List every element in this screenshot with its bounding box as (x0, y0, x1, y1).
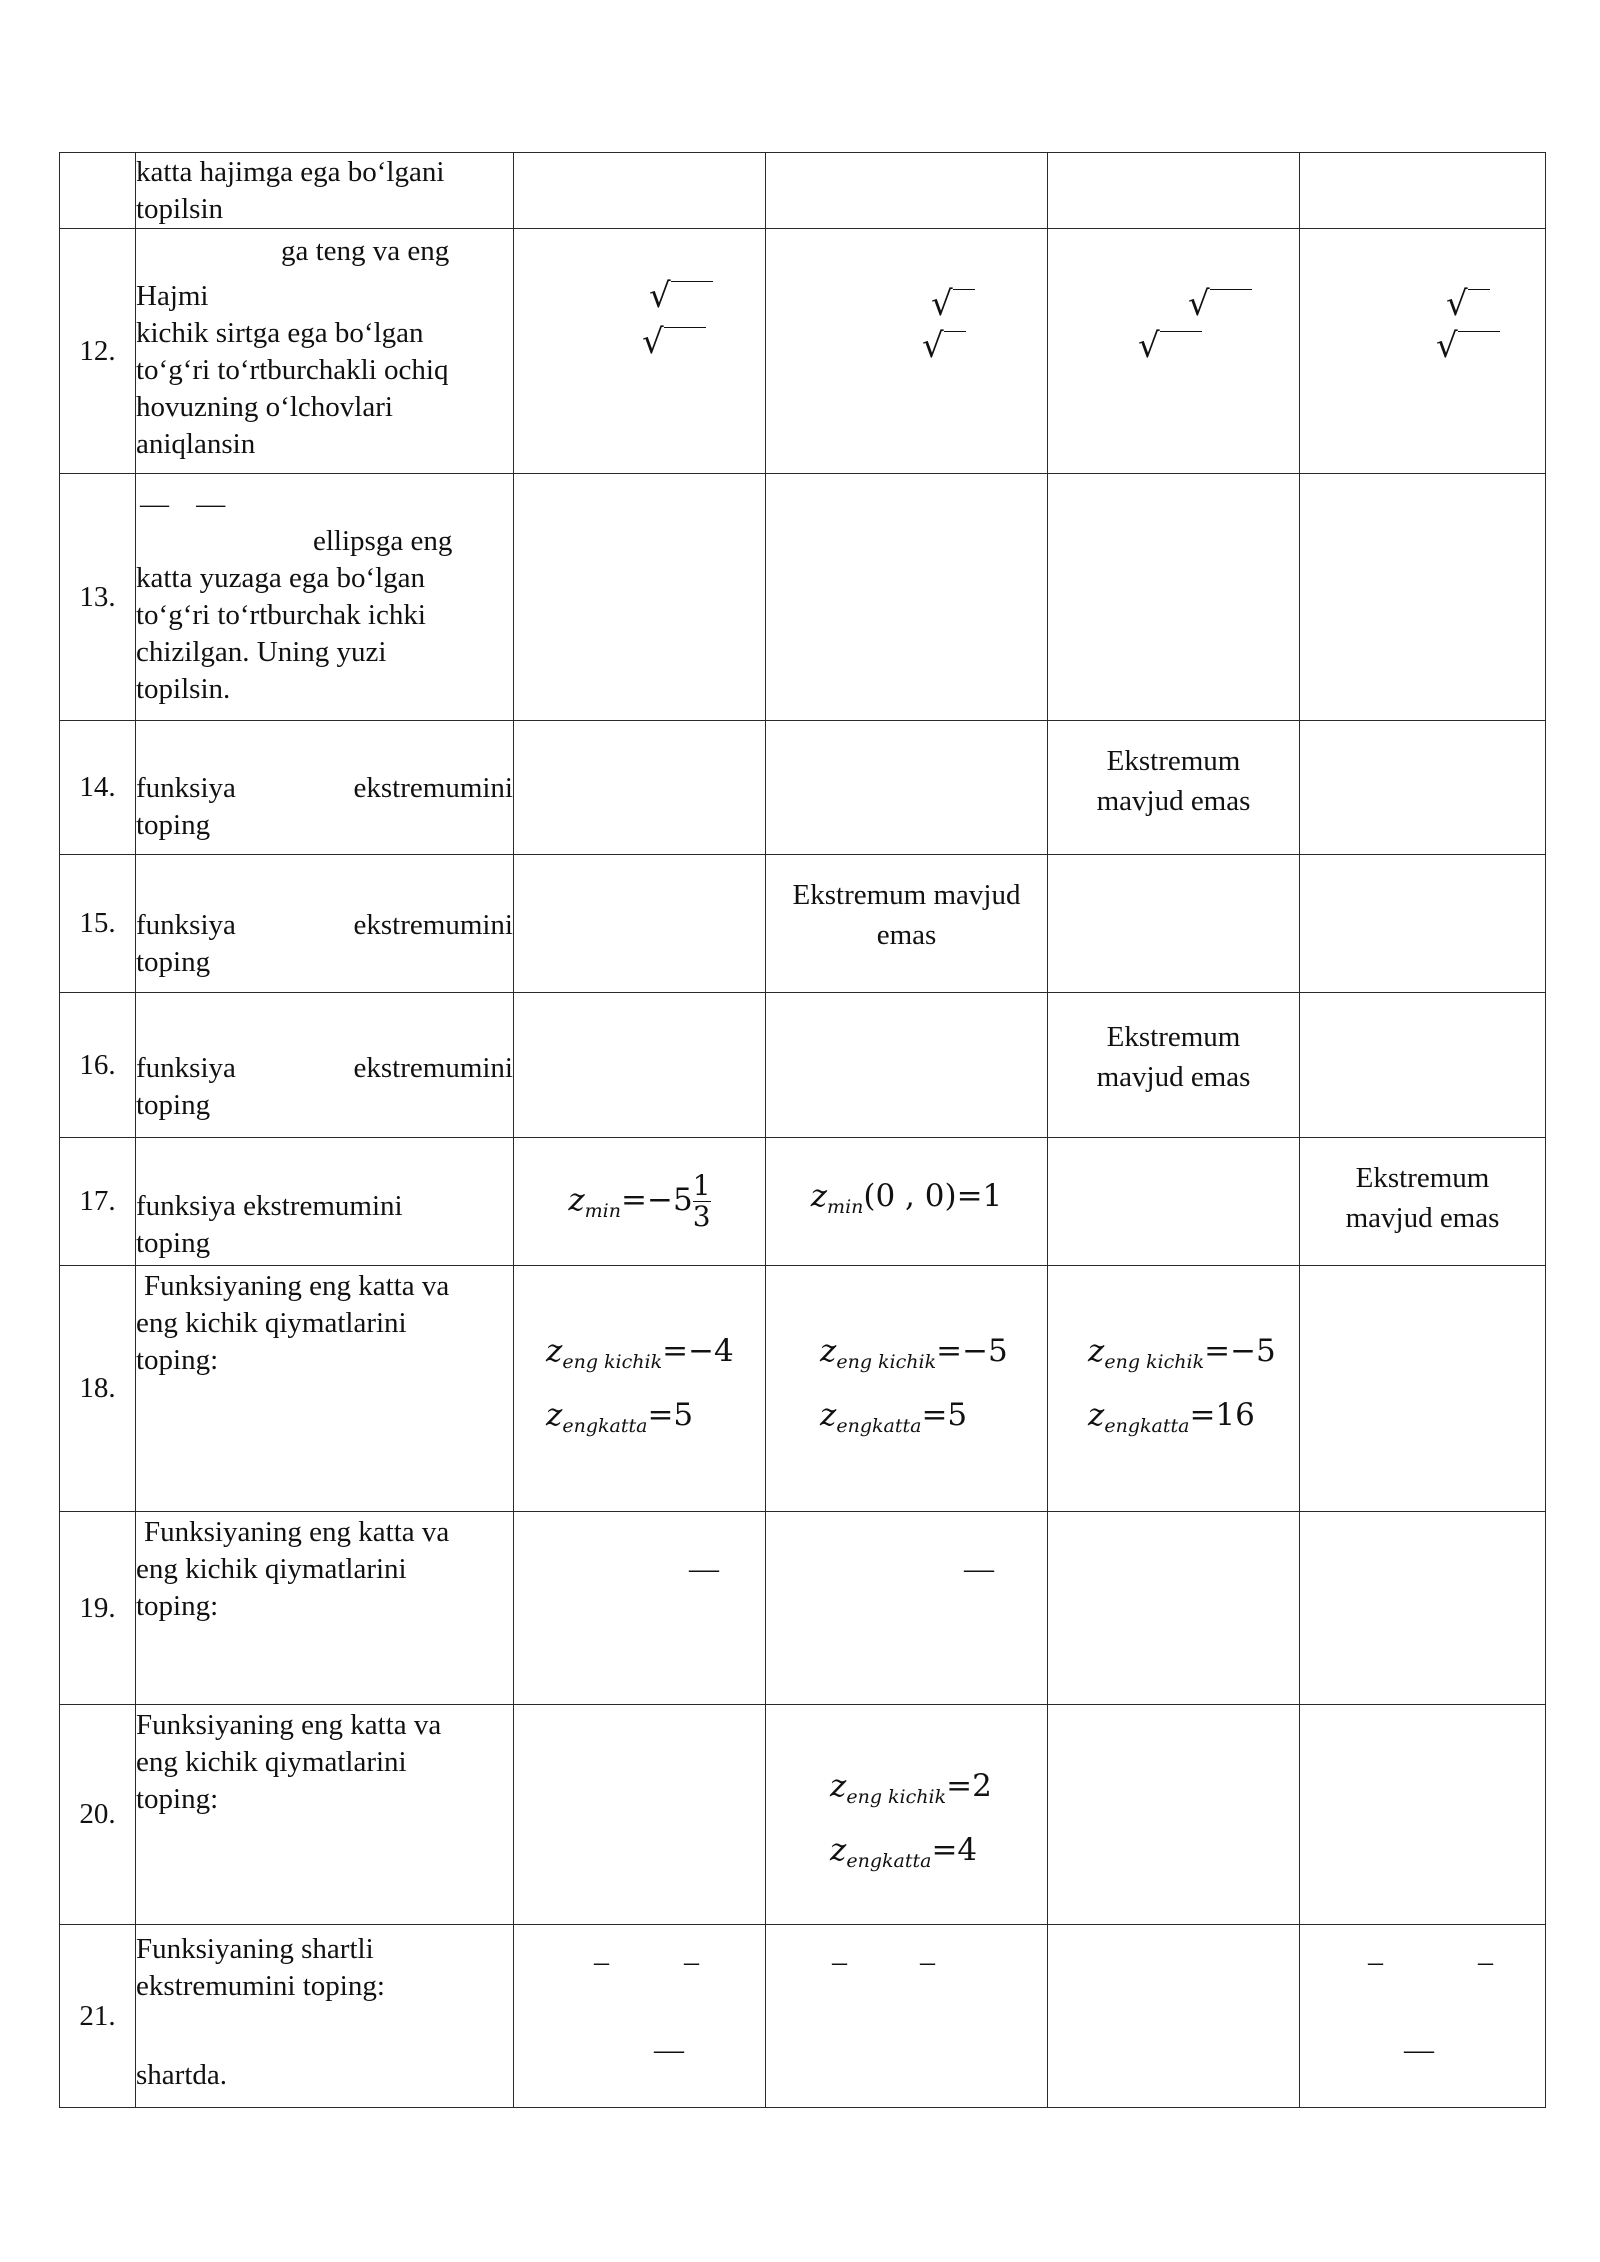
table-row (60, 1138, 1546, 1266)
math-expression: $z_{eng kichik}=2$ $z_{engkatta}=4$ (830, 1768, 992, 1872)
table-row (60, 1705, 1546, 1925)
answer-cell-b[interactable] (766, 153, 1048, 229)
answer-cell-a[interactable] (514, 474, 766, 721)
table-row (60, 855, 1546, 993)
answer-cell-a[interactable] (514, 1138, 766, 1266)
question-cell (136, 1705, 514, 1925)
question-line: shartda. (136, 2059, 227, 2091)
question-line: kichik sirtga ega bo‘lgan (136, 317, 424, 349)
answer-cell-b[interactable] (766, 1705, 1048, 1925)
question-word: ekstremumini (353, 1052, 513, 1084)
row-number: 14. (60, 721, 136, 855)
sqrt-icon: √ (1188, 287, 1252, 321)
answer-cell-a[interactable] (514, 1925, 766, 2108)
fraction-bar: – (1478, 1945, 1493, 1978)
question-line: to‘g‘ri to‘rtburchak ichki (136, 599, 426, 631)
question-cell (136, 1925, 514, 2108)
answer-cell-a[interactable] (514, 993, 766, 1138)
question-line: aniqlansin (136, 428, 256, 460)
fraction-bar: — (1404, 2033, 1434, 2066)
question-line: eng kichik qiymatlarini (136, 1746, 407, 1778)
question-cell (136, 229, 514, 474)
question-line: ekstremumini toping: (136, 1970, 385, 2002)
math-expression: $z_{min}(0$ , 0)=1 (810, 1177, 1003, 1219)
sqrt-icon: √ (1436, 329, 1500, 363)
fraction-bar: – (832, 1945, 847, 1978)
sqrt-icon: √ (642, 325, 706, 359)
row-number (60, 153, 136, 229)
answer-cell-a[interactable] (514, 153, 766, 229)
answer-cell-a[interactable] (514, 1512, 766, 1705)
question-line: eng kichik qiymatlarini (136, 1553, 407, 1585)
math-expression: $z_{eng kichik}=-5$ $z_{engkatta}=16$ (1088, 1333, 1276, 1437)
answer-cell-a[interactable] (514, 1266, 766, 1512)
answer-cell-d[interactable] (1300, 721, 1546, 855)
answer-cell-b[interactable] (766, 1512, 1048, 1705)
row-number: 13. (60, 474, 136, 721)
answer-cell-d[interactable] (1300, 1512, 1546, 1705)
answer-cell-b[interactable] (766, 721, 1048, 855)
question-line: toping: (136, 1344, 219, 1376)
answer-cell-c[interactable] (1048, 1266, 1300, 1512)
question-line: Hajmi (136, 280, 209, 312)
fraction-bar: – (594, 1945, 609, 1978)
table-row (60, 1925, 1546, 2108)
table-row (60, 153, 1546, 229)
fraction-bar: – (684, 1945, 699, 1978)
row-number: 19. (60, 1512, 136, 1705)
answer-cell-b[interactable] (766, 855, 1048, 993)
answer-cell-c[interactable] (1048, 721, 1300, 855)
answer-cell-c[interactable] (1048, 1705, 1300, 1925)
answer-text: emas (876, 919, 937, 951)
question-word: ekstremumini (353, 908, 513, 941)
question-line: toping: (136, 1590, 219, 1622)
answer-cell-d[interactable] (1300, 1705, 1546, 1925)
fraction-bar: – (1368, 1945, 1383, 1978)
answer-cell-b[interactable] (766, 1138, 1048, 1266)
answer-cell-d[interactable] (1300, 153, 1546, 229)
answer-cell-c[interactable] (1048, 993, 1300, 1138)
answer-cell-b[interactable] (766, 1925, 1048, 2108)
answer-cell-b[interactable] (766, 229, 1048, 474)
question-word: funksiya (136, 908, 236, 941)
answer-text: Ekstremum (1106, 1021, 1241, 1053)
table-row (60, 721, 1546, 855)
row-number: 18. (60, 1266, 136, 1512)
answer-cell-c[interactable] (1048, 1512, 1300, 1705)
sqrt-icon: √ (922, 329, 966, 363)
question-line: ga teng va eng (281, 235, 450, 267)
question-line: ellipsga eng (313, 525, 453, 557)
question-cell (136, 474, 514, 721)
row-number: 17. (60, 1138, 136, 1266)
answer-text: Ekstremum mavjud (792, 879, 1021, 911)
question-line: Funksiyaning eng katta va (144, 1270, 450, 1302)
question-line: Funksiyaning shartli (136, 1933, 374, 1965)
sqrt-icon: √ (1446, 287, 1490, 321)
question-cell (136, 153, 514, 229)
math-expression: $z_{eng kichik}=-4$ $z_{engkatta}=5$ (546, 1333, 734, 1437)
question-line: Funksiyaning eng katta va (136, 1709, 442, 1741)
question-cell (136, 721, 514, 855)
question-line: katta yuzaga ega bo‘lgan (136, 562, 426, 594)
question-line: toping (136, 1089, 211, 1121)
fraction-bar: – (920, 1945, 935, 1978)
answer-cell-a[interactable] (514, 1705, 766, 1925)
question-cell (136, 1512, 514, 1705)
question-line: hovuzning o‘lchovlari (136, 391, 393, 423)
question-word: ekstremumini (353, 771, 513, 804)
answer-cell-d[interactable] (1300, 1925, 1546, 2108)
answer-cell-b[interactable] (766, 1266, 1048, 1512)
answer-cell-d[interactable] (1300, 1138, 1546, 1266)
answer-cell-c[interactable] (1048, 1925, 1300, 2108)
answer-cell-c[interactable] (1048, 474, 1300, 721)
row-number: 16. (60, 993, 136, 1138)
answer-text: Ekstremum (1106, 745, 1241, 777)
fraction-bar: — (689, 1552, 719, 1585)
question-line: toping (136, 1226, 211, 1259)
answer-cell-a[interactable] (514, 721, 766, 855)
answer-cell-d[interactable] (1300, 855, 1546, 993)
answer-text: mavjud emas (1345, 1202, 1500, 1234)
answer-cell-d[interactable] (1300, 229, 1546, 474)
question-line: toping (136, 808, 211, 841)
question-cell (136, 1138, 514, 1266)
fraction: $\frac{1}{3}$ (692, 1169, 711, 1233)
question-line: funksiya ekstremumini (136, 1189, 403, 1222)
fraction-bar: — (964, 1552, 994, 1585)
row-number: 21. (60, 1925, 136, 2108)
answer-cell-c[interactable] (1048, 855, 1300, 993)
answer-cell-a[interactable] (514, 855, 766, 993)
sqrt-icon: √ (1138, 329, 1202, 363)
row-number: 15. (60, 855, 136, 993)
question-word: funksiya (136, 1052, 236, 1084)
question-cell (136, 855, 514, 993)
question-line: topilsin. (136, 673, 231, 705)
answer-text: Ekstremum (1355, 1162, 1490, 1194)
table-row (60, 1512, 1546, 1705)
question-cell (136, 993, 514, 1138)
question-word: funksiya (136, 771, 236, 804)
table-row (60, 474, 1546, 721)
math-expression: $z_{min}=-5$ $\frac{1}{3}$ (568, 1169, 711, 1233)
table-row (60, 229, 1546, 474)
answer-cell-b[interactable] (766, 474, 1048, 721)
answer-cell-c[interactable] (1048, 1138, 1300, 1266)
row-number: 12. (60, 229, 136, 474)
question-line: chizilgan. Uning yuzi (136, 636, 387, 668)
sqrt-icon: √ (931, 287, 975, 321)
answer-cell-b[interactable] (766, 993, 1048, 1138)
question-line: katta hajimga ega bo‘lgani (136, 155, 445, 188)
answer-cell-c[interactable] (1048, 229, 1300, 474)
answer-cell-d[interactable] (1300, 474, 1546, 721)
answer-text: mavjud emas (1096, 785, 1251, 817)
answer-cell-a[interactable] (514, 229, 766, 474)
fraction-bar: — (654, 2033, 684, 2066)
question-cell (136, 1266, 514, 1512)
fraction-dashes: — — (140, 488, 236, 520)
math-expression: $z_{eng kichik}=-5$ $z_{engkatta}=5$ (820, 1333, 1008, 1437)
answer-cell-d[interactable] (1300, 1266, 1546, 1512)
question-line: toping: (136, 1783, 219, 1815)
question-line: topilsin (136, 192, 224, 225)
answer-cell-c[interactable] (1048, 153, 1300, 229)
sqrt-icon: √ (649, 279, 713, 313)
question-line: eng kichik qiymatlarini (136, 1307, 407, 1339)
table-row (60, 1266, 1546, 1512)
answer-cell-d[interactable] (1300, 993, 1546, 1138)
question-line: toping (136, 945, 211, 978)
answer-text: mavjud emas (1096, 1061, 1251, 1093)
table-row (60, 993, 1546, 1138)
question-line: Funksiyaning eng katta va (144, 1516, 450, 1548)
answer-table (59, 152, 1546, 2108)
question-line: to‘g‘ri to‘rtburchakli ochiq (136, 354, 449, 386)
row-number: 20. (60, 1705, 136, 1925)
